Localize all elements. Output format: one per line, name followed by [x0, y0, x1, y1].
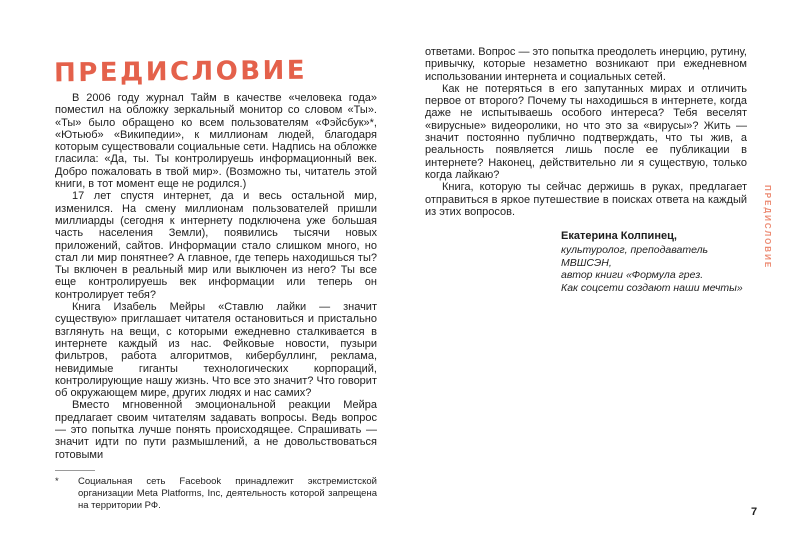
- margin-chapter-label: ПРЕДИСЛОВИЕ: [763, 185, 772, 270]
- footnote-text: Социальная сеть Facebook принадлежит экстремистской организации Meta Platforms, Inc, деятельность которой запрещена на территории РФ.: [78, 476, 377, 511]
- right-text-column: [425, 46, 747, 295]
- footnote-marker: *: [55, 476, 59, 487]
- paragraph: Вместо мгновенной эмоциональной реакции Мейра предлагает своим читателям задавать вопросы. Ведь вопрос — это попытка лучше понять происходящее. Спрашивать — значит идти по пути размышлений, а не довольствоваться готовыми: [55, 399, 377, 461]
- page-title: ПРЕДИСЛОВИЕ: [53, 56, 308, 89]
- left-text-column: [55, 92, 377, 461]
- signature-credential: Как соцсети создают наши мечты»: [561, 281, 743, 294]
- author-signature-block: [425, 230, 747, 294]
- paragraph: В 2006 году журнал Тайм в качестве «человека года» поместил на обложку зеркальный монитор со словом «Ты». «Ты» было обращено ко всем пользователям «Фэйсбук»*, «Ютьюб» «Википедии», к миллионам людей, благодаря которым существовали социальные сети. Надпись на обложке гласила: «Да, ты. Ты контролируешь информационный век. Добро пожаловать в твой мир». (Возможно ты, читатель этой книги, в тот момент еще не родился.): [55, 92, 377, 191]
- paragraph: Как не потеряться в его запутанных мирах и отличить первое от второго? Почему ты находишься в интернете, когда даже не испытываешь особого интереса? Тебя веселят «вирусные» видеоролики, но что это за «вирусы»? Жить — значит постоянно публично подтверждать, что ты жив, а реальность появляется лишь после ее публикации в интернете? Наконец, действительно ли я существую, только когда лайкаю?: [425, 82, 747, 181]
- signature-credential: культуролог, преподаватель МВШСЭН,: [561, 244, 709, 269]
- paragraph: Книга Изабель Мейры «Ставлю лайки — значит существую» приглашает читателя остановиться и пристально взглянуть на вещи, с которыми ежедневно сталкивается в интернете каждый из нас. Фейковые новости, пузыри фильтров, работа алгоритмов, кибербуллинг, реклама, невидимые гиганты технологических корпораций, контролирующие нашу жизнь. Что все это значит? Что говорит об окружающем мире, других людях и нас самих?: [55, 301, 377, 400]
- footnote-divider: [55, 470, 95, 471]
- paragraph: Книга, которую ты сейчас держишь в руках, предлагает отправиться в яркое путешествие в поисках ответа на каждый из этих вопросов.: [425, 181, 747, 218]
- paragraph: 17 лет спустя интернет, да и весь остальной мир, изменился. На смену миллионам пользователей пришли миллиарды (сегодня к интернету подключена уже большая часть населения Земли), появились тысячи новых приложений, сайтов. Информации стало слишком много, но стал ли мир понятнее? А главное, где теперь находишься ты? Ты включен в реальный мир или выключен из него? Ты все еще контролируешь век информации или теперь он контролирует тебя?: [55, 190, 377, 301]
- page-number: 7: [751, 506, 758, 518]
- signature-name: Екатерина Колпинец,: [561, 230, 677, 243]
- signature-credential: автор книги «Формула грез.: [561, 269, 704, 282]
- footnote-block: [55, 470, 377, 512]
- paragraph: ответами. Вопрос — это попытка преодолеть инерцию, рутину, привычку, которые незаметно возникают при ежедневном использовании интернета и социальных сетей.: [425, 46, 747, 83]
